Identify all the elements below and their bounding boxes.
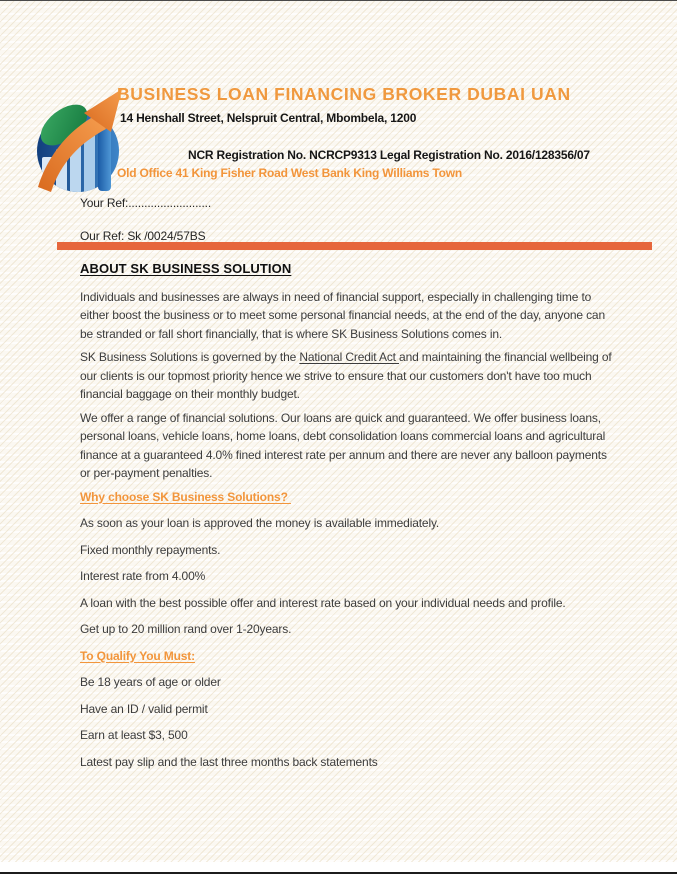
about-section-heading: ABOUT SK BUSINESS SOLUTION bbox=[80, 261, 292, 276]
why-choose-item: A loan with the best possible offer and interest rate based on your individual needs and profile. bbox=[80, 595, 566, 610]
national-credit-act-reference: National Credit Act bbox=[299, 350, 400, 364]
why-choose-item: Fixed monthly repayments. bbox=[80, 542, 221, 557]
qualify-item: Be 18 years of age or older bbox=[80, 675, 221, 689]
company-address: 14 Henshall Street, Nelspruit Central, Mbombela, 1200 bbox=[120, 111, 417, 125]
about-paragraph-1: Individuals and businesses are always in need of financial support, especially in challenging time to either boost the business or to meet some personal financial needs, at the end of the day, anyone can be stranded or fall short financially, that is where SK Business Solutions comes in. bbox=[80, 289, 605, 341]
registration-numbers: NCR Registration No. NCRCP9313 Legal Registration No. 2016/128356/07 bbox=[188, 148, 590, 162]
qualify-item: Earn at least $3, 500 bbox=[80, 728, 188, 742]
qualify-heading: To Qualify You Must: bbox=[80, 648, 195, 663]
why-choose-item: As soon as your loan is approved the money is available immediately. bbox=[80, 516, 440, 530]
qualify-item: Latest pay slip and the last three months back statements bbox=[80, 754, 378, 769]
company-title: BUSINESS LOAN FINANCING BROKER DUBAI UAN bbox=[117, 84, 571, 104]
qualify-item: Have an ID / valid permit bbox=[80, 701, 208, 716]
about-paragraph-2-end: and maintaining the financial wellbeing of our clients is our topmost priority hence we strive to ensure that our customers don't have too much financial baggage on their monthly budget. bbox=[80, 350, 612, 401]
about-paragraph-2 bbox=[80, 348, 612, 404]
page-top-border bbox=[0, 0, 677, 1]
about-paragraph-3: We offer a range of financial solutions. Our loans are quick and guaranteed. We offer business loans, personal loans, vehicle loans, home loans, debt consolidation loans commercial loans and agricultural finance at a guaranteed 4.0% fined interest rate per annum and there are never any balloon payments or per-payment penalties. bbox=[80, 410, 607, 480]
our-ref-line: Our Ref: Sk /0024/57BS bbox=[80, 228, 206, 243]
letter-body bbox=[80, 194, 612, 779]
why-choose-item: Interest rate from 4.00% bbox=[80, 569, 206, 583]
company-logo-icon bbox=[34, 87, 126, 195]
your-ref-line: Your Ref:.......................... bbox=[80, 196, 212, 210]
growth-chart-logo-icon bbox=[34, 87, 126, 195]
about-paragraph-2-start: SK Business Solutions is governed by the bbox=[80, 350, 300, 364]
old-office-address: Old Office 41 King Fisher Road West Bank King Williams Town bbox=[117, 166, 463, 180]
why-choose-item: Get up to 20 million rand over 1-20years. bbox=[80, 622, 292, 636]
why-choose-heading: Why choose SK Business Solutions? bbox=[80, 489, 291, 504]
page-bottom-border bbox=[0, 872, 677, 874]
